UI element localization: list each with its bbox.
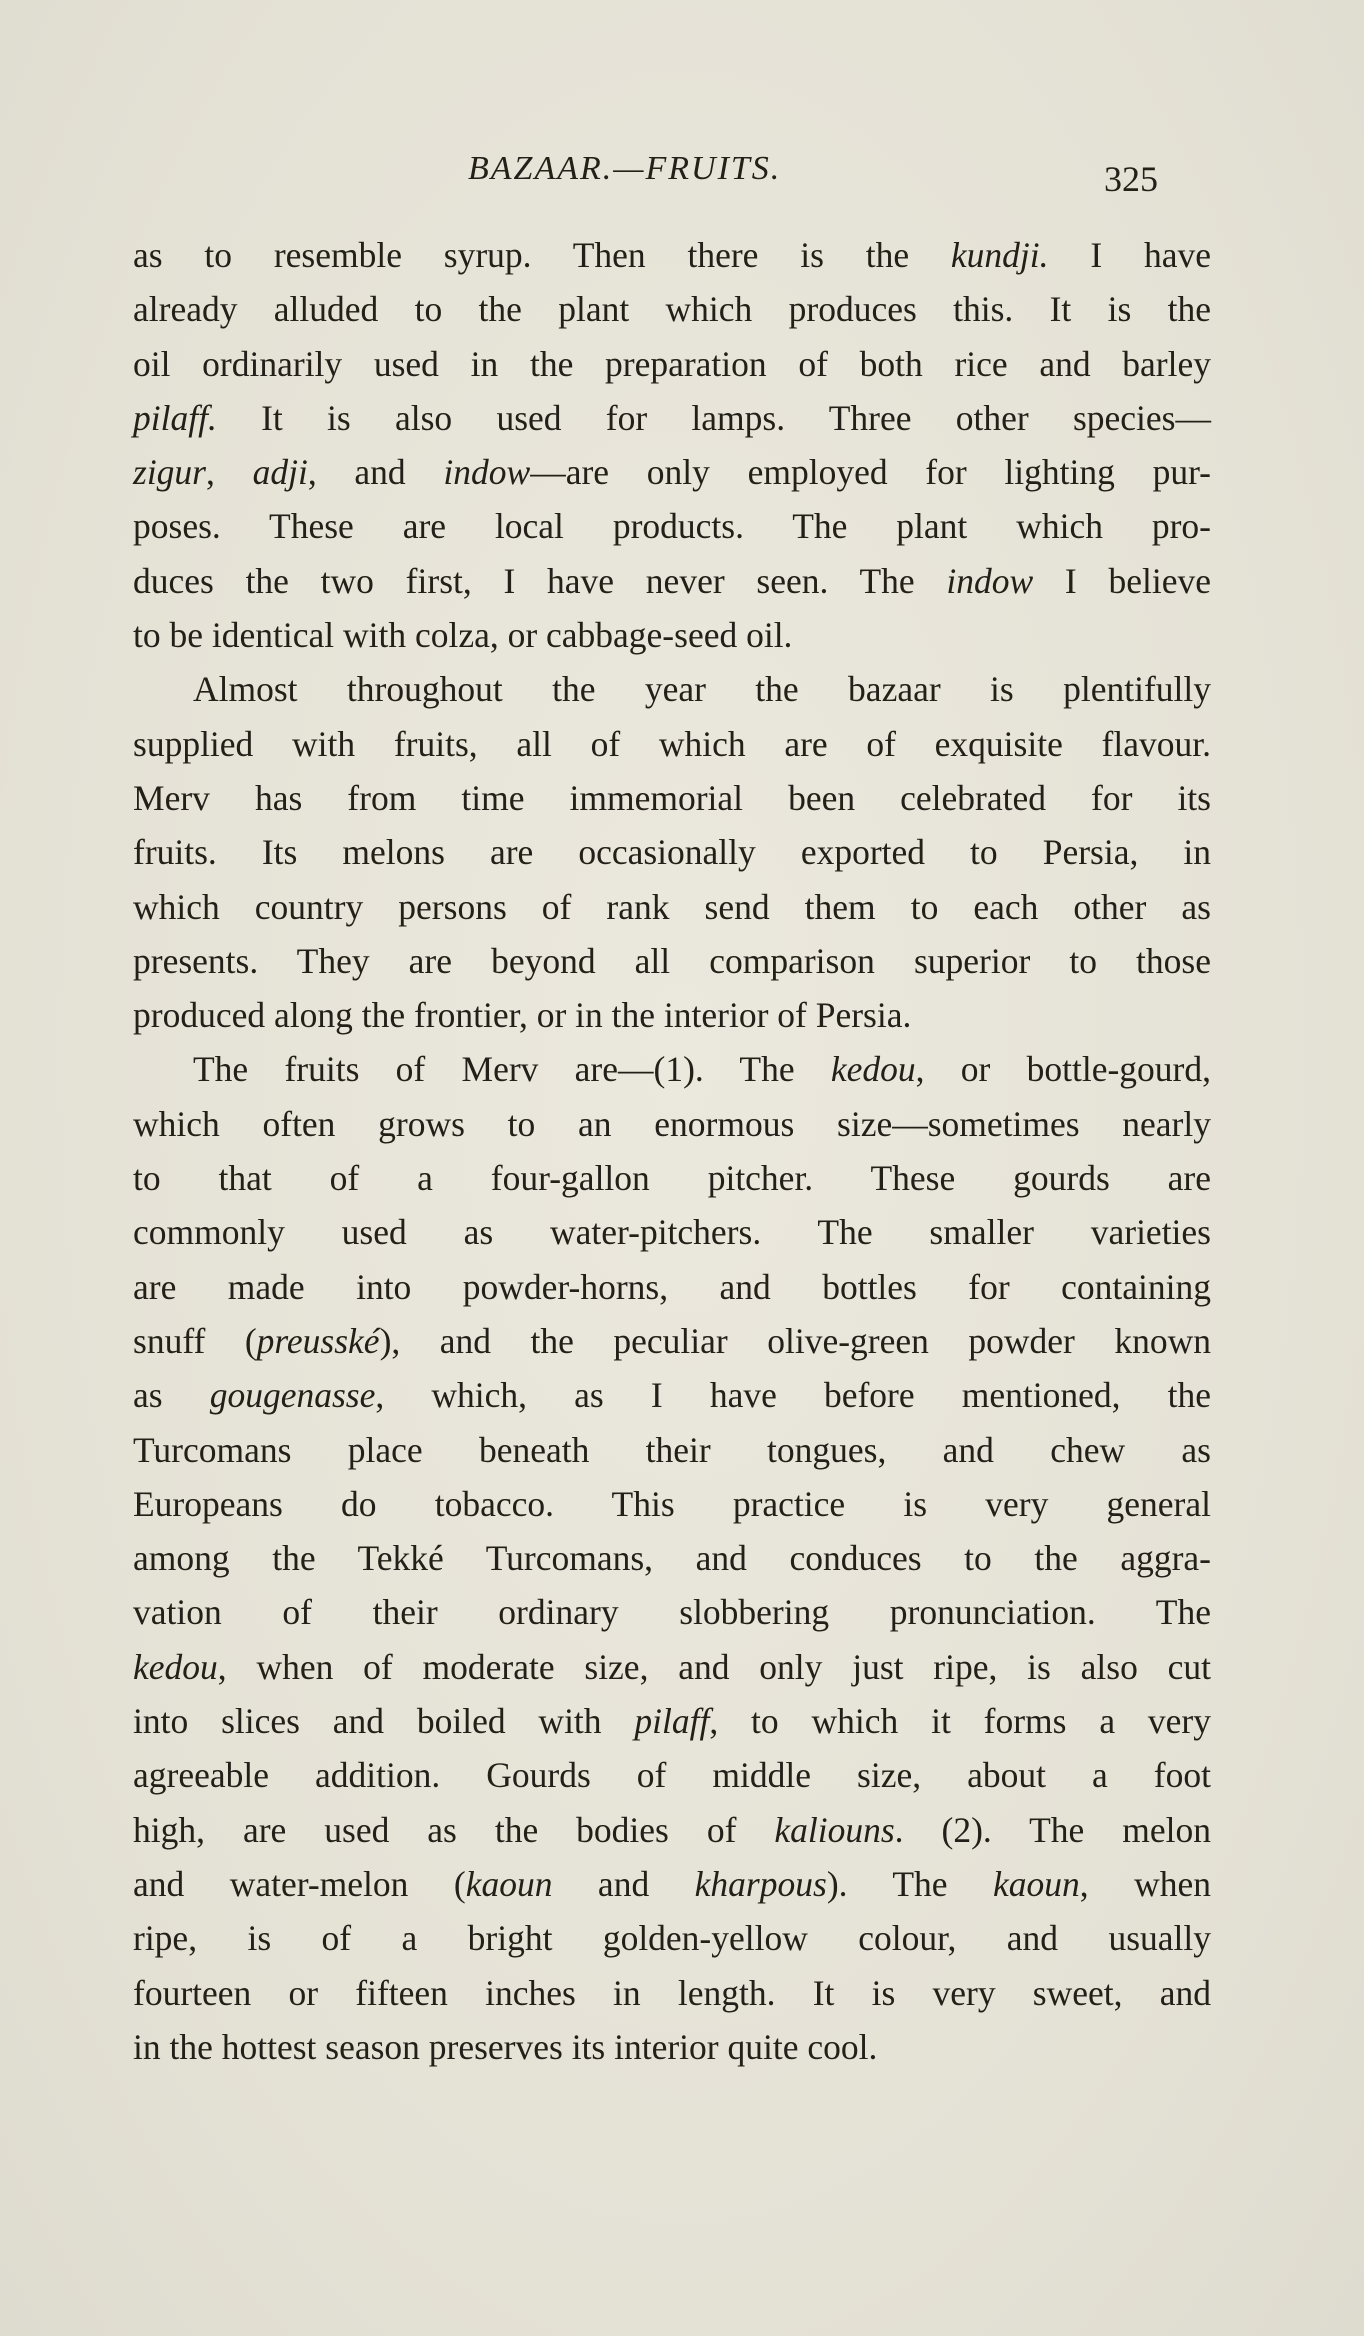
text-line bbox=[133, 608, 1211, 662]
text-line bbox=[133, 499, 1211, 553]
text-segment: among the Tekké Turcomans, and conduces to the aggra- bbox=[133, 1538, 1211, 1579]
text-line bbox=[133, 1042, 1211, 1096]
text-segment: duces the two first, I have never seen. The bbox=[133, 560, 947, 601]
italic-term: zigur bbox=[133, 452, 206, 493]
text-segment: Europeans do tobacco. This practice is very general bbox=[133, 1483, 1211, 1524]
text-line bbox=[133, 880, 1211, 934]
italic-term: kharpous bbox=[694, 1863, 827, 1904]
text-line bbox=[133, 1640, 1211, 1694]
text-line bbox=[133, 1260, 1211, 1314]
text-line bbox=[133, 391, 1211, 445]
italic-term: preusské bbox=[256, 1320, 380, 1361]
text-segment: ), and the peculiar olive-green powder known bbox=[379, 1320, 1211, 1361]
text-line bbox=[133, 934, 1211, 988]
text-line bbox=[133, 825, 1211, 879]
text-segment: snuff ( bbox=[133, 1320, 257, 1361]
text-segment: in the hottest season preserves its interior quite cool. bbox=[133, 2026, 878, 2067]
text-segment: agreeable addition. Gourds of middle size, about a foot bbox=[133, 1755, 1211, 1796]
body-text bbox=[133, 228, 1211, 2074]
text-line bbox=[133, 445, 1211, 499]
text-segment: , to which it forms a very bbox=[709, 1701, 1211, 1742]
text-segment: poses. These are local products. The plant which pro- bbox=[133, 506, 1211, 547]
text-line bbox=[133, 1803, 1211, 1857]
text-segment: high, are used as the bodies of bbox=[133, 1809, 775, 1850]
text-segment: —are only employed for lighting pur- bbox=[530, 452, 1212, 493]
text-segment: ). The bbox=[826, 1863, 993, 1904]
text-line bbox=[133, 1694, 1211, 1748]
text-line bbox=[133, 1097, 1211, 1151]
text-segment: fruits. Its melons are occasionally exported to Persia, in bbox=[133, 832, 1211, 873]
text-line bbox=[133, 1531, 1211, 1585]
text-segment: produced along the frontier, or in the interior of Persia. bbox=[133, 995, 912, 1036]
text-line bbox=[133, 554, 1211, 608]
italic-term: kaoun bbox=[993, 1863, 1080, 1904]
text-segment: , bbox=[206, 452, 253, 493]
italic-term: kaliouns bbox=[774, 1809, 895, 1850]
text-segment: to be identical with colza, or cabbage-seed oil. bbox=[133, 615, 793, 656]
text-line bbox=[133, 1585, 1211, 1639]
text-segment: Turcomans place beneath their tongues, and chew as bbox=[133, 1429, 1211, 1470]
text-segment: vation of their ordinary slobbering pronunciation. The bbox=[133, 1592, 1211, 1633]
text-segment: which often grows to an enormous size—sometimes nearly bbox=[133, 1103, 1211, 1144]
text-line bbox=[133, 1966, 1211, 2020]
text-segment: Merv has from time immemorial been celebrated for its bbox=[133, 777, 1211, 818]
text-segment: as to resemble syrup. Then there is the bbox=[133, 235, 951, 275]
text-line bbox=[133, 282, 1211, 336]
text-segment: , and bbox=[307, 452, 444, 493]
italic-term: kedou bbox=[830, 1049, 916, 1090]
text-segment: to that of a four-gallon pitcher. These gourds are bbox=[133, 1158, 1211, 1199]
text-segment: , when bbox=[1079, 1863, 1212, 1904]
text-segment: and bbox=[552, 1863, 695, 1904]
text-line bbox=[133, 771, 1211, 825]
text-line bbox=[133, 1857, 1211, 1911]
italic-term: pilaff. bbox=[133, 397, 217, 438]
text-segment: into slices and boiled with bbox=[133, 1701, 635, 1742]
text-segment: are made into powder-horns, and bottles for containing bbox=[133, 1266, 1211, 1307]
text-line bbox=[133, 1314, 1211, 1368]
text-segment: , when of moderate size, and only just ripe, is also cut bbox=[217, 1646, 1211, 1687]
running-head-title: BAZAAR.—FRUITS. bbox=[468, 150, 782, 187]
page-number: 325 bbox=[1104, 159, 1158, 199]
text-segment: as bbox=[133, 1375, 210, 1416]
running-head bbox=[0, 150, 1364, 198]
text-segment: Almost throughout the year the bazaar is plentifully bbox=[193, 669, 1211, 710]
text-segment: fourteen or fifteen inches in length. It is very sweet, and bbox=[133, 1972, 1211, 2013]
text-line bbox=[133, 1423, 1211, 1477]
text-segment: I believe bbox=[1033, 560, 1211, 601]
text-segment: already alluded to the plant which produces this. It is the bbox=[133, 289, 1211, 330]
text-line bbox=[133, 1368, 1211, 1422]
text-segment: which country persons of rank send them to each other as bbox=[133, 886, 1211, 927]
italic-term: kundji. bbox=[950, 235, 1049, 275]
text-line bbox=[133, 717, 1211, 771]
italic-term: kedou bbox=[133, 1646, 218, 1687]
text-segment: commonly used as water-pitchers. The smaller varieties bbox=[133, 1212, 1211, 1253]
text-line bbox=[133, 662, 1211, 716]
italic-term: indow bbox=[946, 560, 1034, 601]
text-line bbox=[133, 337, 1211, 391]
italic-term: adji bbox=[252, 452, 308, 493]
text-line bbox=[133, 1205, 1211, 1259]
text-segment: supplied with fruits, all of which are of exquisite flavour. bbox=[133, 723, 1211, 764]
italic-term: kaoun bbox=[465, 1863, 553, 1904]
text-line bbox=[133, 1477, 1211, 1531]
text-line bbox=[133, 1911, 1211, 1965]
italic-term: pilaff bbox=[634, 1701, 710, 1742]
text-segment: oil ordinarily used in the preparation of both rice and barley bbox=[133, 343, 1211, 384]
text-segment: and water-melon ( bbox=[133, 1863, 466, 1904]
text-line bbox=[133, 1748, 1211, 1802]
text-segment: . (2). The melon bbox=[894, 1809, 1211, 1850]
italic-term: indow bbox=[443, 452, 531, 493]
text-segment: The fruits of Merv are—(1). The bbox=[193, 1049, 831, 1090]
text-segment: presents. They are beyond all comparison superior to those bbox=[133, 940, 1211, 981]
text-segment: , which, as I have before mentioned, the bbox=[375, 1375, 1211, 1416]
text-segment: , or bottle-gourd, bbox=[915, 1049, 1211, 1090]
text-segment: It is also used for lamps. Three other species— bbox=[216, 397, 1211, 438]
text-line bbox=[133, 1151, 1211, 1205]
text-line bbox=[133, 2020, 1211, 2074]
text-segment: I have bbox=[1048, 235, 1211, 275]
italic-term: gougenasse bbox=[209, 1375, 376, 1416]
text-line bbox=[133, 228, 1211, 282]
text-segment: ripe, is of a bright golden-yellow colour, and usually bbox=[133, 1918, 1211, 1959]
text-line bbox=[133, 988, 1211, 1042]
